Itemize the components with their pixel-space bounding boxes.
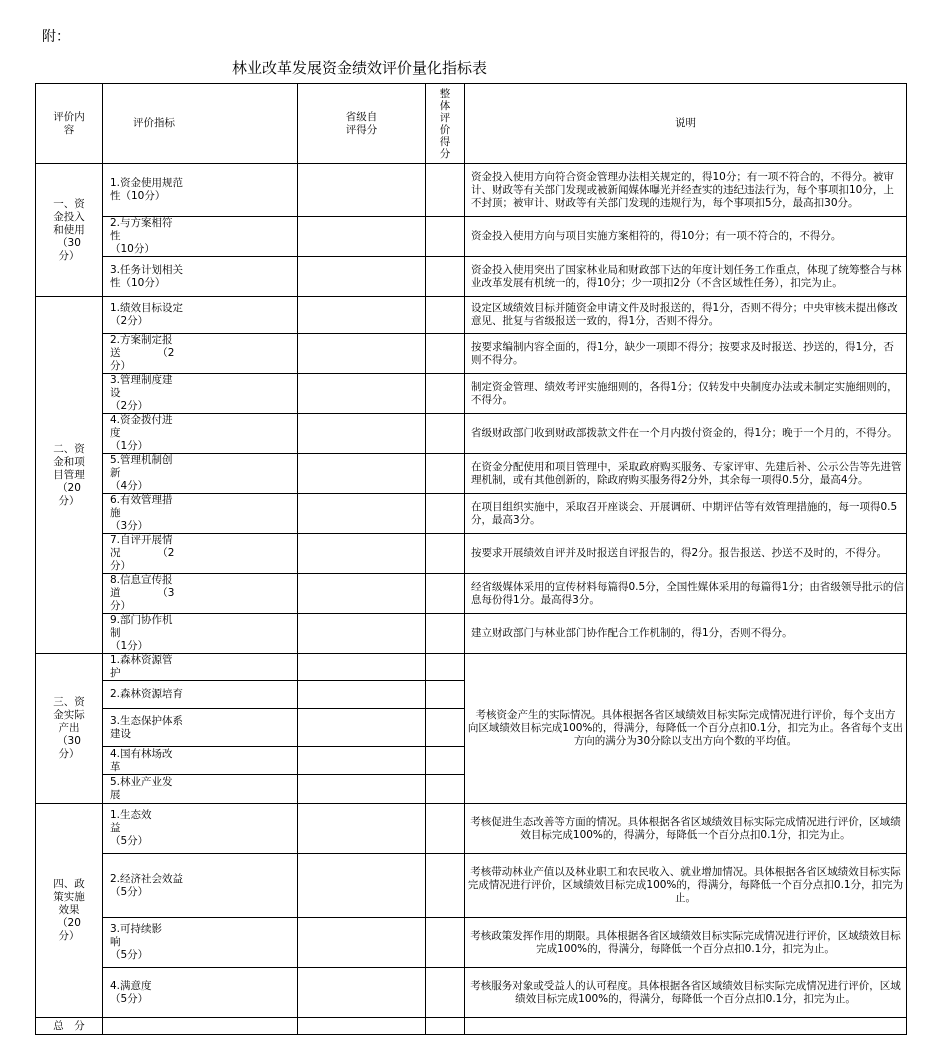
section-2-name: 二、资 金和项 目管理 （20 分） [36,297,103,654]
indicator-cell: 8.信息宣传报 道 （3 分） [103,574,298,614]
overall-score-cell[interactable] [426,414,465,454]
table-row [36,164,907,217]
indicator-cell: 1.森林资源管 护 [103,654,298,681]
description-cell: 经省级媒体采用的宣传材料每篇得0.5分，全国性媒体采用的每篇得1分；由省级领导批示的信息每份得1分。最高得3分。 [465,574,907,614]
table-row [36,297,907,334]
provincial-score-cell[interactable] [298,164,426,217]
provincial-score-cell[interactable] [298,918,426,968]
provincial-score-cell[interactable] [298,454,426,494]
table-row [36,968,907,1018]
overall-score-cell[interactable] [426,534,465,574]
indicator-cell: 1.生态效 益 （5分） [103,804,298,854]
provincial-score-cell[interactable] [298,257,426,297]
table-row [36,494,907,534]
overall-score-cell[interactable] [426,574,465,614]
indicator-cell: 2.与方案相符 性 （10分） [103,217,298,257]
provincial-score-cell[interactable] [298,709,426,747]
indicator-cell: 3.生态保护体系 建设 [103,709,298,747]
table-row [36,374,907,414]
overall-score-cell[interactable] [426,334,465,374]
description-cell: 考核带动林业产值以及林业职工和农民收入、就业增加情况。具体根据各省区域绩效目标实际 完成情况进行评价，区域绩效目标完成100%的，得满分，每降低一个百分点扣0.1分，扣完为止。 [465,854,907,918]
overall-score-cell[interactable] [426,775,465,804]
header-indicator: 评价指标 [103,84,298,164]
table-row [36,454,907,494]
indicator-cell: 7.自评开展情 况 （2 分） [103,534,298,574]
total-description-cell [465,1018,907,1035]
indicator-cell: 1.资金使用规范 性（10分） [103,164,298,217]
indicator-cell: 2.森林资源培育 [103,681,298,709]
overall-score-cell[interactable] [426,494,465,534]
description-cell: 在资金分配使用和项目管理中，采取政府购买服务、专家评审、先建后补、公示公告等先进管理机制，或有其他创新的，除政府购买服务得2分外，其余每一项得0.5分，最高4分。 [465,454,907,494]
description-cell: 考核政策发挥作用的期限。具体根据各省区域绩效目标实际完成情况进行评价，区域绩效目标 完成100%的，得满分，每降低一个百分点扣0.1分，扣完为止。 [465,918,907,968]
description-cell: 制定资金管理、绩效考评实施细则的，各得1分；仅转发中央制度办法或未制定实施细则的，不得分。 [465,374,907,414]
provincial-score-cell[interactable] [298,334,426,374]
section-4-name: 四、政 策实施 效果 （20 分） [36,804,103,1018]
indicator-cell: 2.经济社会效益 （5分） [103,854,298,918]
description-cell: 资金投入使用方向与项目实施方案相符的，得10分；有一项不符合的，不得分。 [465,217,907,257]
overall-score-cell[interactable] [426,217,465,257]
description-cell: 资金投入使用方向符合资金管理办法相关规定的，得10分；有一项不符合的，不得分。被审计、财政等有关部门发现或被新闻媒体曝光并经查实的违纪违法行为，每个事项扣10分，上不封顶；被审计、财政等有关部门发现的违规行为，每个事项扣5分，最高扣30分。 [465,164,907,217]
provincial-score-cell[interactable] [298,374,426,414]
indicator-table [35,83,907,1035]
total-indicator-cell [103,1018,298,1035]
provincial-score-cell[interactable] [298,534,426,574]
description-cell: 考核促进生态改善等方面的情况。具体根据各省区域绩效目标实际完成情况进行评价，区域绩 效目标完成100%的，得满分，每降低一个百分点扣0.1分，扣完为止。 [465,804,907,854]
overall-score-cell[interactable] [426,614,465,654]
provincial-score-cell[interactable] [298,574,426,614]
description-cell: 考核服务对象或受益人的认可程度。具体根据各省区域绩效目标实际完成情况进行评价，区域 绩效目标完成100%的，得满分，每降低一个百分点扣0.1分，扣完为止。 [465,968,907,1018]
overall-score-cell[interactable] [426,747,465,775]
section-1-name: 一、资 金投入 和使用 （30 分） [36,164,103,297]
total-label: 总 分 [36,1018,103,1035]
table-row [36,614,907,654]
table-row [36,574,907,614]
table-row [36,257,907,297]
page-title: 林业改革发展资金绩效评价量化指标表 [232,59,488,77]
provincial-score-cell[interactable] [298,681,426,709]
description-cell: 设定区域绩效目标并随资金申请文件及时报送的，得1分，否则不得分；中央审核未提出修改意见、批复与省级报送一致的，得1分，否则不得分。 [465,297,907,334]
indicator-cell: 2.方案制定报 送 （2 分） [103,334,298,374]
header-content: 评价内 容 [36,84,103,164]
overall-score-cell[interactable] [426,374,465,414]
overall-score-cell[interactable] [426,297,465,334]
provincial-score-cell[interactable] [298,217,426,257]
indicator-cell: 5.林业产业发 展 [103,775,298,804]
total-row [36,1018,907,1035]
overall-score-cell[interactable] [426,918,465,968]
indicator-cell: 4.国有林场改 革 [103,747,298,775]
description-cell: 建立财政部门与林业部门协作配合工作机制的，得1分，否则不得分。 [465,614,907,654]
table-row [36,414,907,454]
provincial-score-cell[interactable] [298,297,426,334]
table-header-row [36,84,907,164]
provincial-score-cell[interactable] [298,747,426,775]
section-3-description: 考核资金产生的实际情况。具体根据各省区域绩效目标实际完成情况进行评价，每个支出方 向区域绩效目标完成100%的，得满分，每降低一个百分点扣0.1分，扣完为止。各省每个支出 方向的满分为30分除以支出方向个数的平均值。 [465,654,907,804]
table-row [36,654,907,681]
table-row [36,334,907,374]
table-row [36,854,907,918]
table-row [36,804,907,854]
description-cell: 按要求开展绩效自评并及时报送自评报告的，得2分。报告报送、抄送不及时的，不得分。 [465,534,907,574]
overall-score-cell[interactable] [426,709,465,747]
header-provincial-score: 省级自 评得分 [298,84,426,164]
description-cell: 资金投入使用突出了国家林业局和财政部下达的年度计划任务工作重点，体现了统筹整合与林业改革发展有机统一的，得10分；少一项扣2分（不含区域性任务），扣完为止。 [465,257,907,297]
overall-score-cell[interactable] [426,681,465,709]
indicator-cell: 4.资金拨付进 度 （1分） [103,414,298,454]
description-cell: 在项目组织实施中，采取召开座谈会、开展调研、中期评估等有效管理措施的，每一项得0.5分，最高3分。 [465,494,907,534]
indicator-cell: 3.管理制度建 设 （2分） [103,374,298,414]
total-overall-score-cell[interactable] [426,1018,465,1035]
section-3-name: 三、资 金实际 产出 （30 分） [36,654,103,804]
indicator-cell: 9.部门协作机 制 （1分） [103,614,298,654]
indicator-cell: 5.管理机制创 新 （4分） [103,454,298,494]
indicator-cell: 3.可持续影 响 （5分） [103,918,298,968]
overall-score-cell[interactable] [426,257,465,297]
overall-score-cell[interactable] [426,164,465,217]
provincial-score-cell[interactable] [298,614,426,654]
description-cell: 按要求编制内容全面的，得1分，缺少一项即不得分；按要求及时报送、抄送的，得1分，否则不得分。 [465,334,907,374]
table-row [36,918,907,968]
indicator-cell: 3.任务计划相关 性（10分） [103,257,298,297]
header-overall-score: 整体评价得分 [439,87,451,160]
table-row [36,217,907,257]
indicator-cell: 1.绩效目标设定 （2分） [103,297,298,334]
provincial-score-cell[interactable] [298,804,426,854]
provincial-score-cell[interactable] [298,775,426,804]
overall-score-cell[interactable] [426,968,465,1018]
header-description: 说明 [465,84,907,164]
provincial-score-cell[interactable] [298,968,426,1018]
appendix-label: 附： [42,29,70,45]
indicator-cell: 4.满意度 （5分） [103,968,298,1018]
overall-score-cell[interactable] [426,454,465,494]
provincial-score-cell[interactable] [298,854,426,918]
overall-score-cell[interactable] [426,804,465,854]
table-row [36,534,907,574]
provincial-score-cell[interactable] [298,654,426,681]
total-provincial-score-cell[interactable] [298,1018,426,1035]
provincial-score-cell[interactable] [298,494,426,534]
overall-score-cell[interactable] [426,654,465,681]
description-cell: 省级财政部门收到财政部拨款文件在一个月内拨付资金的，得1分；晚于一个月的，不得分。 [465,414,907,454]
overall-score-cell[interactable] [426,854,465,918]
indicator-cell: 6.有效管理措 施 （3分） [103,494,298,534]
provincial-score-cell[interactable] [298,414,426,454]
